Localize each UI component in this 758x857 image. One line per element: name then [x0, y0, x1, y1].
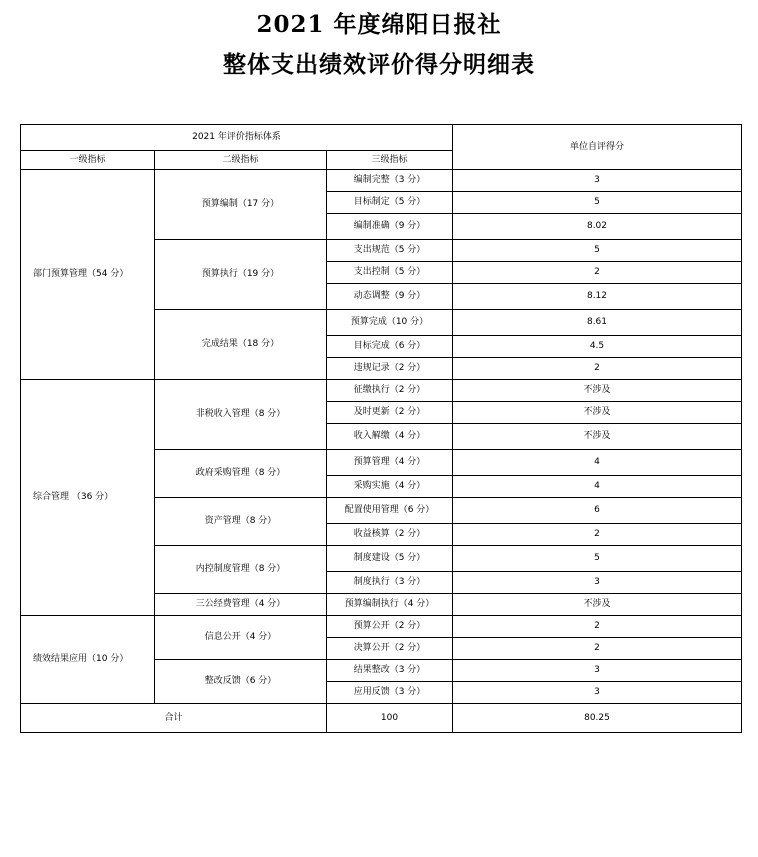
level1-indicator: 综合管理 （36 分） — [21, 380, 155, 616]
col1-header: 一级指标 — [21, 151, 155, 170]
self-score-cell: 5 — [453, 192, 742, 214]
level2-indicator: 信息公开（4 分） — [155, 616, 327, 660]
level2-indicator: 完成结果（18 分） — [155, 310, 327, 380]
self-score-cell: 2 — [453, 616, 742, 638]
level3-indicator: 编制完整（3 分） — [327, 170, 453, 192]
table-row — [21, 616, 742, 638]
table-body — [21, 125, 742, 733]
level3-indicator: 编制准确（9 分） — [327, 214, 453, 240]
level3-indicator: 配置使用管理（6 分） — [327, 498, 453, 524]
level3-indicator: 应用反馈（3 分） — [327, 682, 453, 704]
total-full-score: 100 — [327, 704, 453, 733]
self-score-cell: 6 — [453, 498, 742, 524]
level3-indicator: 收益核算（2 分） — [327, 524, 453, 546]
level3-indicator: 征缴执行（2 分） — [327, 380, 453, 402]
level3-indicator: 制度建设（5 分） — [327, 546, 453, 572]
self-score-cell: 2 — [453, 638, 742, 660]
level2-indicator: 内控制度管理（8 分） — [155, 546, 327, 594]
level3-indicator: 收入解缴（4 分） — [327, 424, 453, 450]
level3-indicator: 预算公开（2 分） — [327, 616, 453, 638]
self-score-cell: 不涉及 — [453, 380, 742, 402]
level3-indicator: 预算完成（10 分） — [327, 310, 453, 336]
total-self-score: 80.25 — [453, 704, 742, 733]
self-score-cell: 2 — [453, 358, 742, 380]
level2-indicator: 政府采购管理（8 分） — [155, 450, 327, 498]
level3-indicator: 动态调整（9 分） — [327, 284, 453, 310]
level3-indicator: 决算公开（2 分） — [327, 638, 453, 660]
level3-indicator: 违规记录（2 分） — [327, 358, 453, 380]
level2-indicator: 预算执行（19 分） — [155, 240, 327, 310]
level3-indicator: 采购实施（4 分） — [327, 476, 453, 498]
col3-header: 三级指标 — [327, 151, 453, 170]
level2-indicator: 非税收入管理（8 分） — [155, 380, 327, 450]
self-score-cell: 不涉及 — [453, 424, 742, 450]
self-score-cell: 8.61 — [453, 310, 742, 336]
evaluation-table — [20, 124, 742, 733]
self-score-cell: 5 — [453, 546, 742, 572]
group-header: 2021 年评价指标体系 — [21, 125, 453, 151]
total-row — [21, 704, 742, 733]
total-label: 合计 — [21, 704, 327, 733]
level2-indicator: 整改反馈（6 分） — [155, 660, 327, 704]
self-score-cell: 3 — [453, 682, 742, 704]
self-score-cell: 4 — [453, 450, 742, 476]
level3-indicator: 预算管理（4 分） — [327, 450, 453, 476]
level2-indicator: 预算编制（17 分） — [155, 170, 327, 240]
header-row-group — [21, 125, 742, 151]
level3-indicator: 支出规范（5 分） — [327, 240, 453, 262]
table-row — [21, 380, 742, 402]
level2-indicator: 资产管理（8 分） — [155, 498, 327, 546]
self-score-cell: 不涉及 — [453, 594, 742, 616]
level1-indicator: 绩效结果应用（10 分） — [21, 616, 155, 704]
self-score-cell: 3 — [453, 660, 742, 682]
self-score-cell: 2 — [453, 524, 742, 546]
score-header: 单位自评得分 — [453, 125, 742, 170]
level3-indicator: 目标制定（5 分） — [327, 192, 453, 214]
level3-indicator: 及时更新（2 分） — [327, 402, 453, 424]
self-score-cell: 3 — [453, 170, 742, 192]
page-subtitle: 整体支出绩效评价得分明细表 — [223, 51, 535, 78]
table-row — [21, 170, 742, 192]
self-score-cell: 4.5 — [453, 336, 742, 358]
self-score-cell: 不涉及 — [453, 402, 742, 424]
self-score-cell: 3 — [453, 572, 742, 594]
self-score-cell: 2 — [453, 262, 742, 284]
level2-indicator: 三公经费管理（4 分） — [155, 594, 327, 616]
level3-indicator: 预算编制执行（4 分） — [327, 594, 453, 616]
level1-indicator: 部门预算管理（54 分） — [21, 170, 155, 380]
self-score-cell: 8.02 — [453, 214, 742, 240]
page-title: 2021 年度绵阳日报社 — [256, 11, 502, 38]
self-score-cell: 5 — [453, 240, 742, 262]
self-score-cell: 4 — [453, 476, 742, 498]
self-score-cell: 8.12 — [453, 284, 742, 310]
level3-indicator: 支出控制（5 分） — [327, 262, 453, 284]
level3-indicator: 结果整改（3 分） — [327, 660, 453, 682]
level3-indicator: 目标完成（6 分） — [327, 336, 453, 358]
level3-indicator: 制度执行（3 分） — [327, 572, 453, 594]
col2-header: 二级指标 — [155, 151, 327, 170]
